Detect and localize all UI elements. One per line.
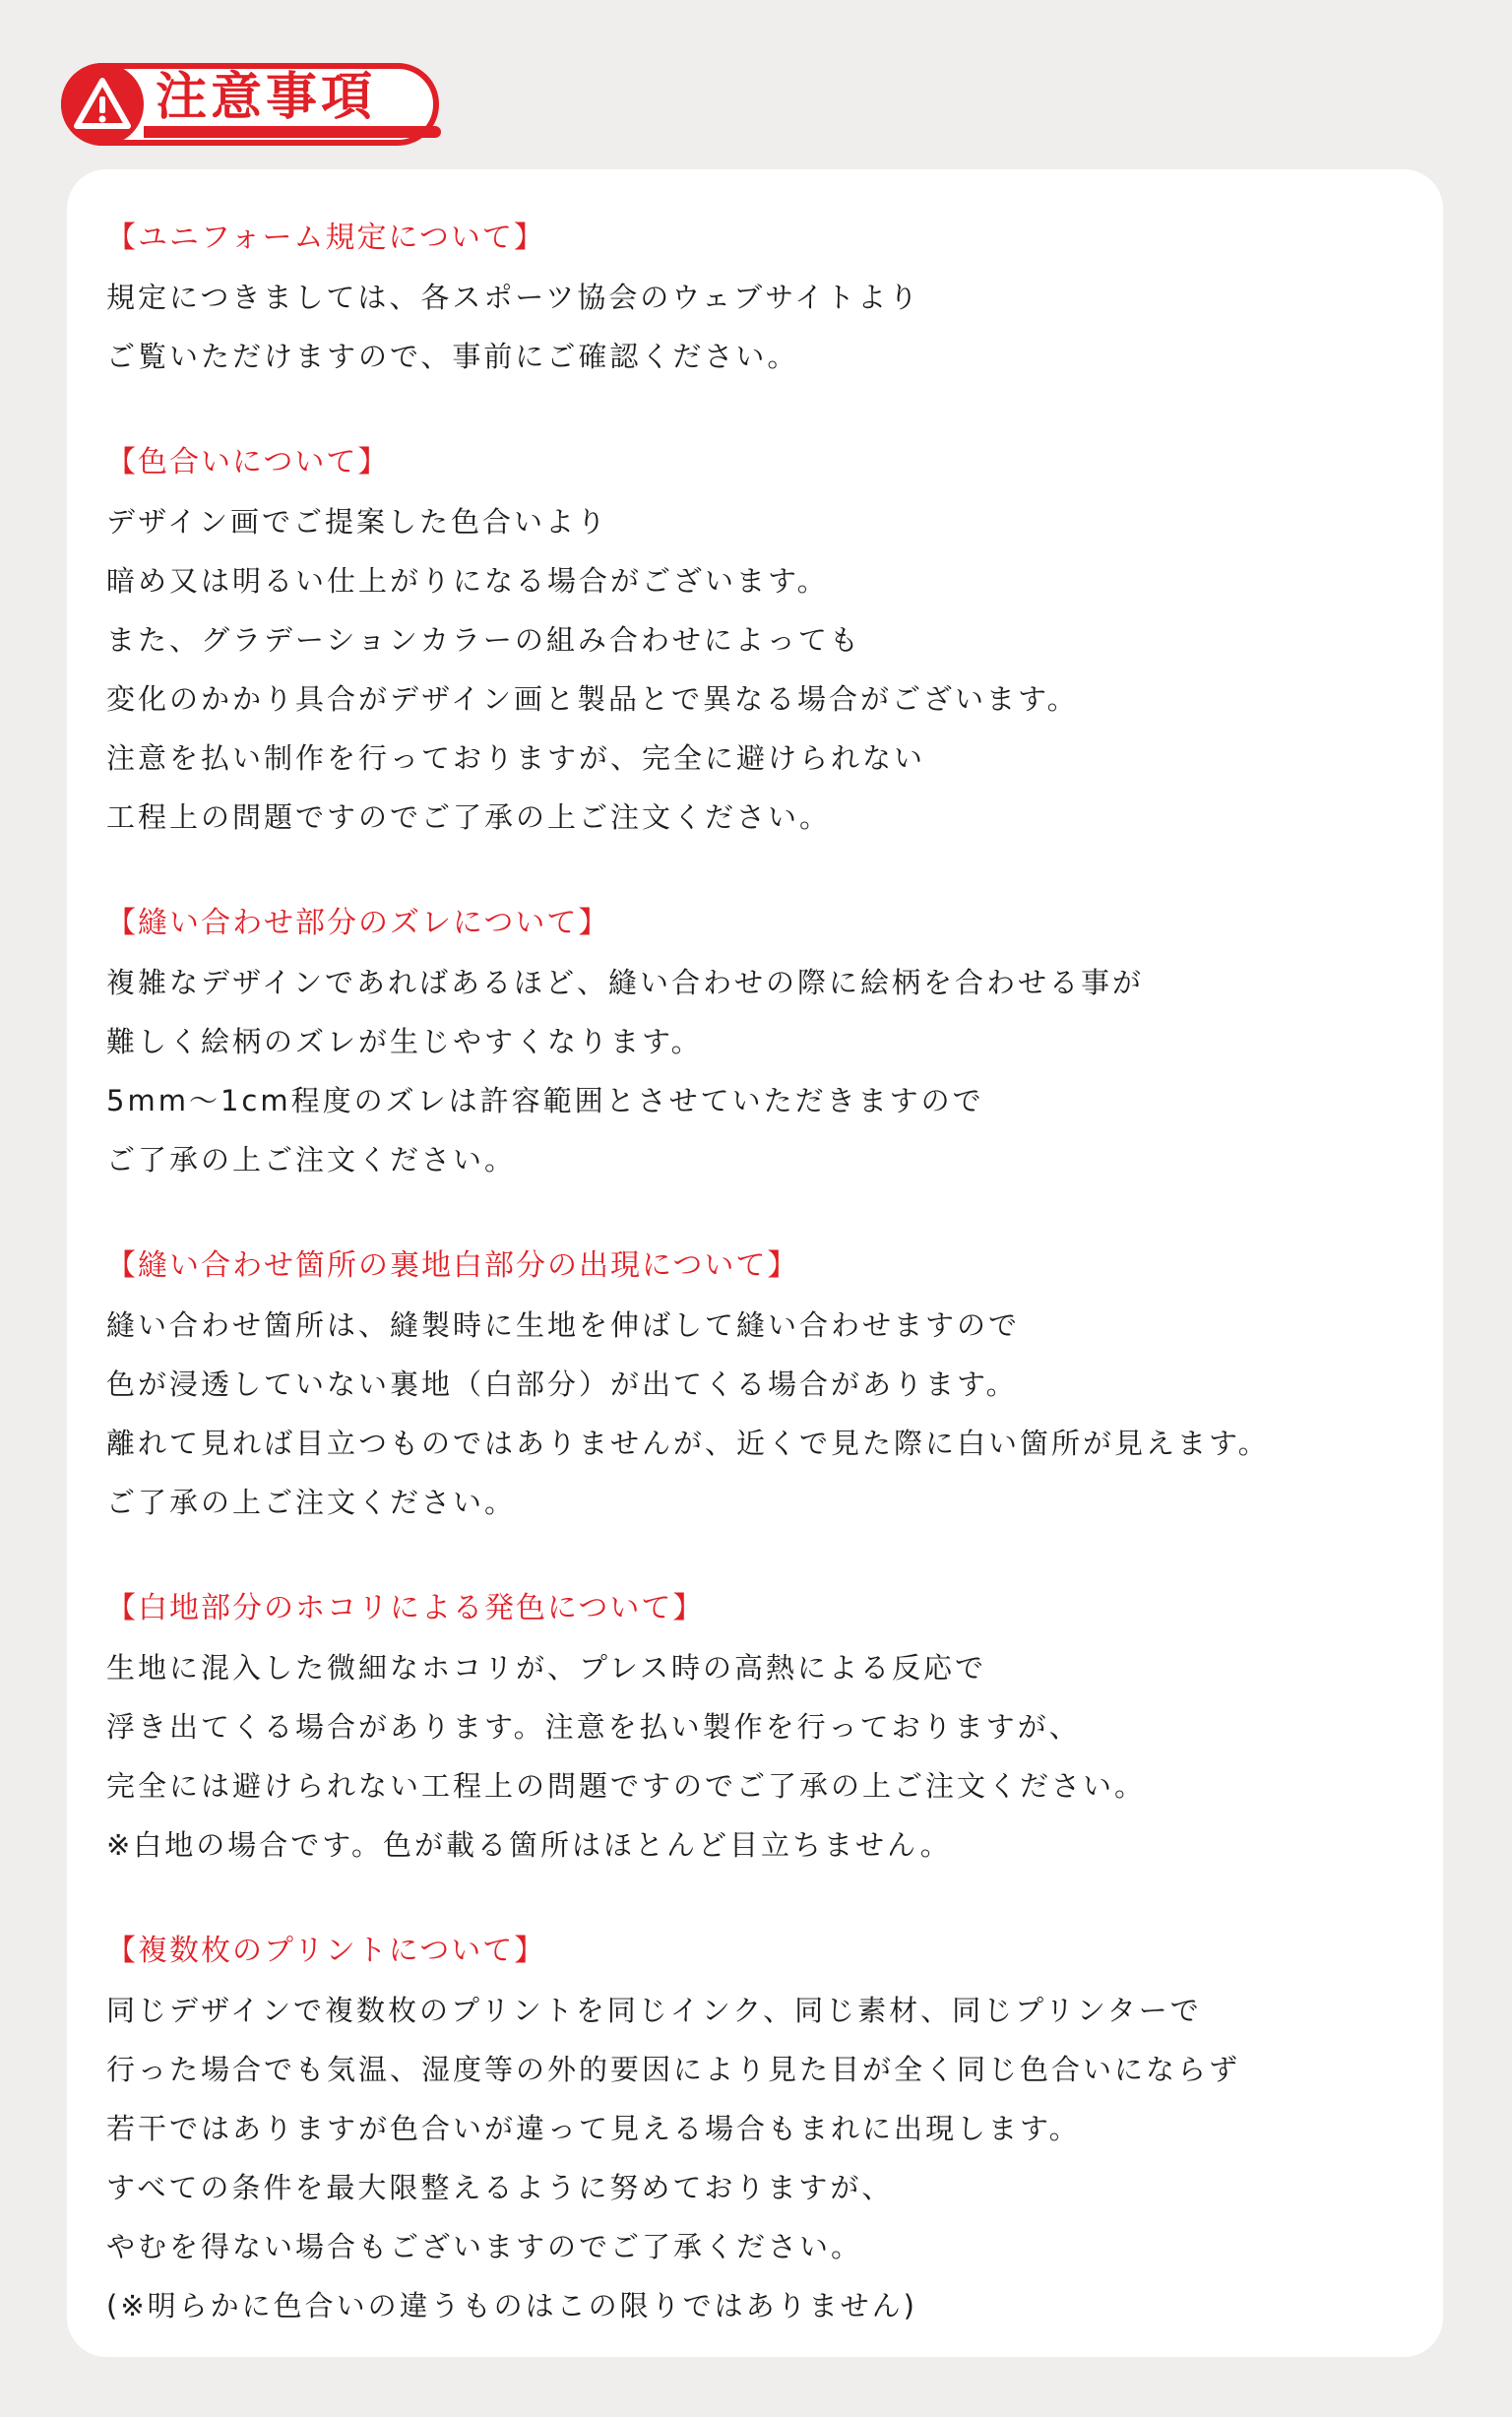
section-line: 注意を払い制作を行っておりますが、完全に避けられない — [106, 741, 926, 775]
section-line: 縫い合わせ箇所は、縫製時に生地を伸ばして縫い合わせますので — [106, 1308, 1021, 1342]
section-title: 【縫い合わせ箇所の裏地白部分の出現について】 — [106, 1248, 799, 1283]
notice-card — [67, 169, 1443, 2357]
section-line: ご了承の上ご注文ください。 — [106, 1486, 517, 1519]
section-line: 離れて見れば目立つものではありませんが、近くで見た際に白い箇所が見えます。 — [106, 1427, 1270, 1460]
warning-triangle-icon — [71, 73, 134, 136]
section-title: 【白地部分のホコリによる発色について】 — [106, 1591, 705, 1625]
section-title: 【色合いについて】 — [106, 445, 390, 479]
section-line: 難しく絵柄のズレが生じやすくなります。 — [106, 1025, 703, 1058]
section-line: やむを得ない場合もございますのでご了承ください。 — [106, 2230, 863, 2263]
page-title: 注意事項 — [156, 68, 377, 127]
section-line: 色が浸透していない裏地（白部分）が出てくる場合があります。 — [106, 1368, 1018, 1401]
section-line: 生地に混入した微細なホコリが、プレス時の高熱による反応で — [106, 1651, 986, 1685]
section-line: 浮き出てくる場合があります。注意を払い製作を行っておりますが、 — [106, 1710, 1081, 1744]
section-seam-misalignment — [106, 894, 1437, 1189]
section-line: 若干ではありますが色合いが違って見える場合もまれに出現します。 — [106, 2112, 1081, 2145]
section-line: (※明らかに色合いの違うものはこの限りではありません) — [106, 2289, 917, 2322]
section-seam-white-lining — [106, 1237, 1437, 1532]
section-line: 完全には避けられない工程上の問題ですのでご了承の上ご注文ください。 — [106, 1769, 1147, 1803]
section-line: 工程上の問題ですのでご了承の上ご注文ください。 — [106, 800, 832, 834]
section-uniform-rules — [106, 209, 1437, 386]
section-line: 行った場合でも気温、湿度等の外的要因により見た目が全く同じ色合いにならず — [106, 2053, 1241, 2086]
section-line: ご了承の上ご注文ください。 — [106, 1143, 517, 1177]
section-line: ※白地の場合です。色が載る箇所はほとんど目立ちません。 — [106, 1828, 952, 1862]
section-line: 同じデザインで複数枚のプリントを同じインク、同じ素材、同じプリンターで — [106, 1994, 1202, 2027]
section-title: 【縫い合わせ部分のズレについて】 — [106, 906, 610, 940]
notice-header — [61, 61, 445, 150]
notice-content — [106, 209, 1437, 2383]
section-line: 暗め又は明るい仕上がりになる場合がございます。 — [106, 564, 829, 598]
section-multiple-prints — [106, 1922, 1437, 2335]
section-line: 5mm～1cm程度のズレは許容範囲とさせていただきますので — [106, 1084, 984, 1117]
section-title: 【複数枚のプリントについて】 — [106, 1934, 546, 1968]
section-line: 複雑なデザインであればあるほど、縫い合わせの際に絵柄を合わせる事が — [106, 966, 1144, 999]
section-line: ご覧いただけますので、事前にご確認ください。 — [106, 340, 799, 373]
warning-badge — [61, 63, 144, 146]
section-line: 規定につきましては、各スポーツ協会のウェブサイトより — [106, 281, 921, 314]
section-line: デザイン画でご提案した色合いより — [106, 505, 608, 539]
section-line: すべての条件を最大限整えるように努めておりますが、 — [106, 2171, 894, 2204]
section-dust-coloring — [106, 1579, 1437, 1875]
section-title: 【ユニフォーム規定について】 — [106, 221, 545, 255]
section-line: 変化のかかり具合がデザイン画と製品とで異なる場合がございます。 — [106, 682, 1079, 716]
section-line: また、グラデーションカラーの組み合わせによっても — [106, 623, 861, 657]
section-color-tone — [106, 433, 1437, 847]
